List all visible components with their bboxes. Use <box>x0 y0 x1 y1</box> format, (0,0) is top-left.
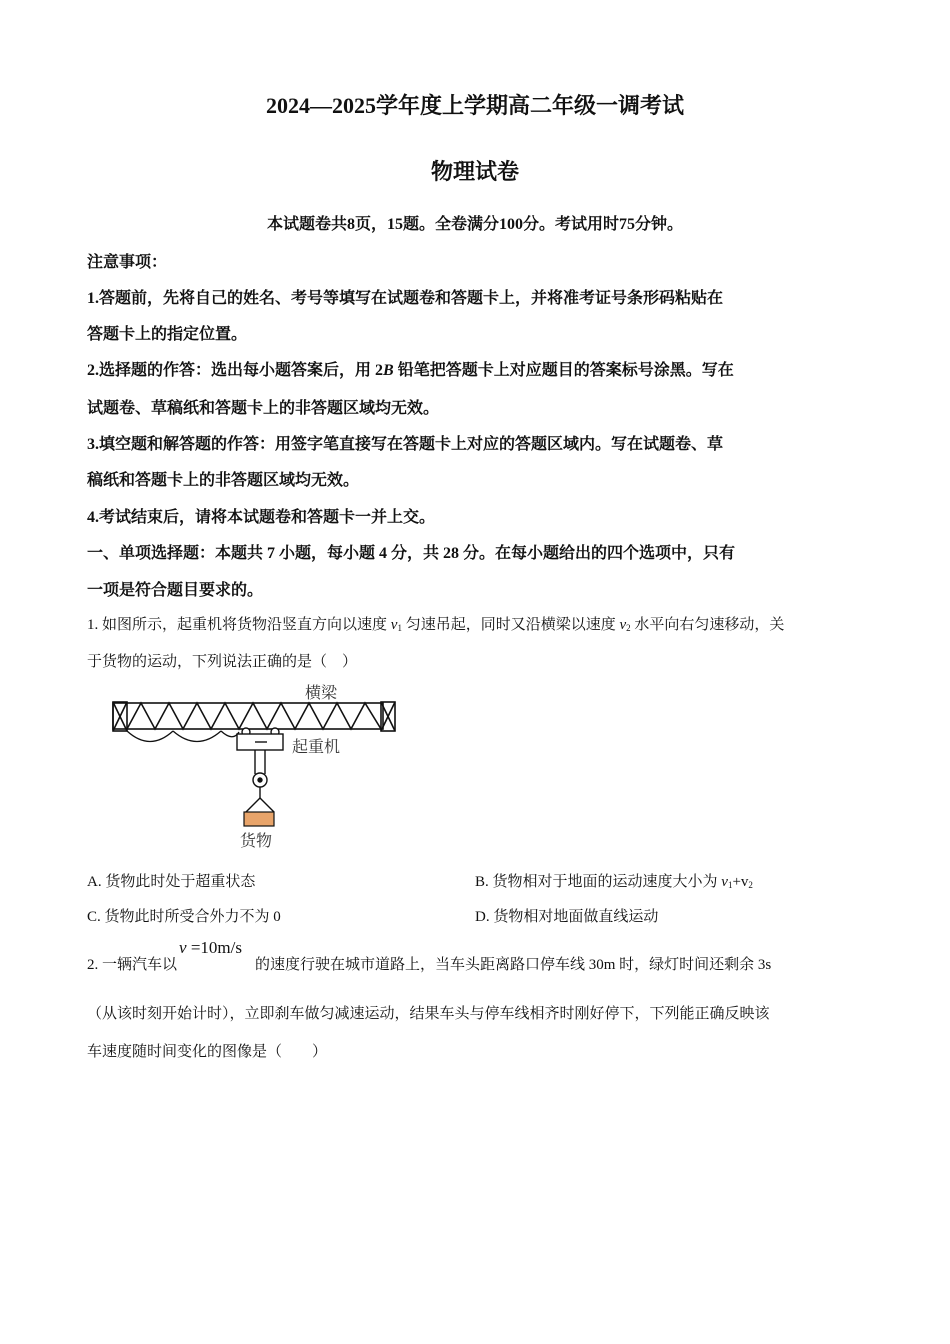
subject-title: 物理试卷 <box>430 159 519 184</box>
q2-formula-text <box>179 938 242 958</box>
notice-heading: 注意事项： <box>87 254 168 271</box>
q1-stem-part-1: 1. 如图所示，起重机将货物沿竖直方向以速度 <box>87 617 391 633</box>
q2-stem-part-2: 的速度行驶在城市道路上，当车头距离路口停车线 30m 时，绿灯时间还剩余 3s <box>255 957 772 973</box>
q1-option-d: D. 货物相对地面做直线运动 <box>475 909 659 925</box>
cargo-box <box>244 812 274 826</box>
cargo-label: 货物 <box>240 831 273 850</box>
section-1-heading-line-1: 一、单项选择题：本题共 7 小题，每小题 4 分，共 28 分。在每小题给出的四个选项中，只有 <box>87 545 736 562</box>
notice-item-3-line-2: 稿纸和答题卡上的非答题区域均无效。 <box>87 472 360 489</box>
q1-v2-subscript: 2 <box>626 623 631 633</box>
q2-stem-part-1: 2. 一辆汽车以 <box>87 957 178 973</box>
q2-stem-line-1 <box>87 938 772 974</box>
hook-assembly <box>246 750 274 812</box>
crane-label: 起重机 <box>292 737 341 756</box>
cable-loops <box>127 731 239 742</box>
q1-stem-part-2: 匀速吊起，同时又沿横梁以速度 <box>401 617 620 633</box>
section-1-heading-line-2: 一项是符合题目要求的。 <box>87 582 264 599</box>
q1-option-c: C. 货物此时所受合外力不为 0 <box>87 909 281 925</box>
q2-stem-line-3: 车速度随时间变化的图像是（ ） <box>87 1044 328 1060</box>
q1-v1-subscript: 1 <box>397 623 402 633</box>
notice-item-4: 4.考试结束后，请将本试题卷和答题卡一并上交。 <box>87 509 436 526</box>
q1-option-b <box>475 870 753 891</box>
beam-truss <box>113 702 395 731</box>
q1-option-b-v1: v <box>721 874 728 890</box>
notice-item-3-line-1: 3.填空题和解答题的作答：用签字笔直接写在答题卡上对应的答题区域内。写在试题卷、草 <box>87 436 724 453</box>
notice-item-2-line-1 <box>87 357 734 380</box>
q1-stem-line-2: 于货物的运动，下列说法正确的是（ ） <box>87 654 358 670</box>
q1-stem-line-1 <box>87 613 784 634</box>
notice-item-2-text-a: 2.选择题的作答：选出每小题答案后，用 2 <box>87 362 384 379</box>
q1-option-a: A. 货物此时处于超重状态 <box>87 874 256 890</box>
beam-label: 横梁 <box>305 683 338 702</box>
crane-figure <box>105 680 405 855</box>
q1-option-b-sub2: 2 <box>748 880 753 890</box>
q1-v2-symbol: v <box>619 617 627 633</box>
notice-item-1-line-2: 答题卡上的指定位置。 <box>87 326 248 343</box>
q2-formula-value: =10m/s <box>186 938 242 957</box>
q2-stem-line-2: （从该时刻开始计时），立即刹车做匀减速运动，结果车头与停车线相齐时刚好停下，下列能正确反映该 <box>87 1006 770 1022</box>
notice-item-2-text-b: B <box>383 362 394 379</box>
q2-formula-v: v <box>179 938 187 957</box>
exam-info: 本试题卷共8页，15题。全卷满分100分。考试用时75分钟。 <box>266 216 683 233</box>
exam-title: 2024—2025学年度上学期高二年级一调考试 <box>265 93 684 118</box>
crane-trolley <box>237 728 283 750</box>
notice-item-2-text-c: 铅笔把答题卡上对应题目的答案标号涂黑。写在 <box>393 362 734 379</box>
q1-option-b-plus: +v <box>732 874 749 890</box>
notice-item-2-line-2: 试题卷、草稿纸和答题卡上的非答题区域均无效。 <box>87 400 440 417</box>
notice-item-1-line-1: 1.答题前，先将自己的姓名、考号等填写在试题卷和答题卡上，并将准考证号条形码粘贴在 <box>87 290 724 307</box>
q1-stem-part-3: 水平向右匀速移动，关 <box>630 617 785 633</box>
q1-v1-symbol: v <box>390 617 398 633</box>
q2-velocity-formula <box>177 938 255 974</box>
q1-option-b-text: B. 货物相对于地面的运动速度大小为 <box>475 874 722 890</box>
q1-option-b-sub1: 1 <box>727 880 733 890</box>
